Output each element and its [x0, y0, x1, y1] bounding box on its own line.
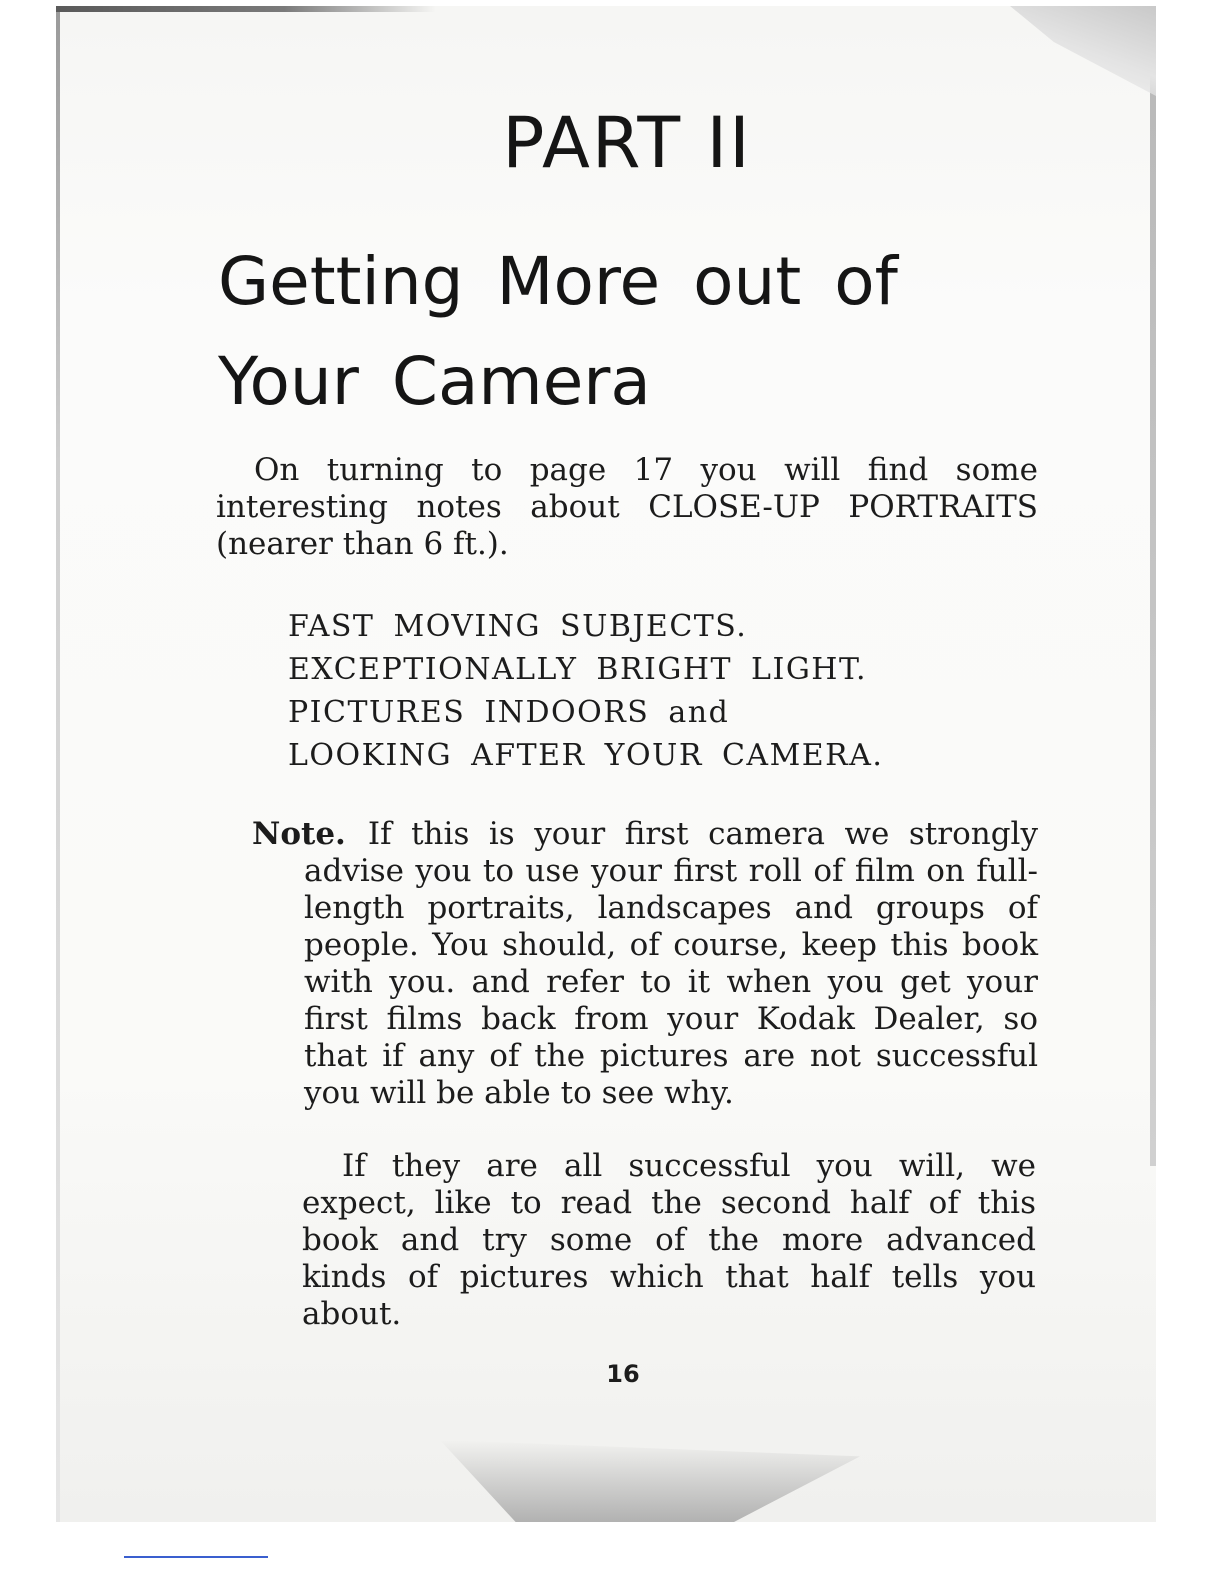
chapter-title-line-1: Getting More out of	[218, 243, 898, 320]
topic-item: EXCEPTIONALLY BRIGHT LIGHT.	[288, 652, 868, 687]
chapter-title-line-2: Your Camera	[218, 343, 651, 420]
intro-paragraph: On turning to page 17 you will find some interesting notes about CLOSE-UP PORTRAITS (nearer than 6 ft.).	[216, 452, 1038, 562]
note-paragraph	[252, 816, 1038, 1112]
paper-top-edge	[56, 6, 436, 12]
topic-item: PICTURES INDOORS and	[288, 695, 730, 730]
chapter-title	[218, 232, 1118, 432]
topics-list	[288, 605, 1048, 777]
topic-item: FAST MOVING SUBJECTS.	[288, 609, 748, 644]
topic-item: LOOKING AFTER YOUR CAMERA.	[288, 738, 884, 773]
note-text: If this is your first camera we strongly advise you to use your first roll of film on full-length portraits, landscapes and groups of people. You should, of course, keep this book with you. and refer to it when you get your first films back from your Kodak Dealer, so that if any of the pictures are not successful you will be able to see why.	[304, 816, 1038, 1111]
link-underline	[124, 1556, 268, 1558]
paper-left-edge	[56, 6, 60, 1522]
page-number: 16	[606, 1360, 640, 1388]
followup-paragraph: If they are all successful you will, we expect, like to read the second half of this book and try some of the more advanced kinds of pictures which that half tells you about.	[302, 1148, 1036, 1332]
note-label: Note.	[252, 816, 346, 852]
paper-right-edge	[1150, 6, 1156, 1166]
part-heading: PART II	[502, 102, 752, 184]
